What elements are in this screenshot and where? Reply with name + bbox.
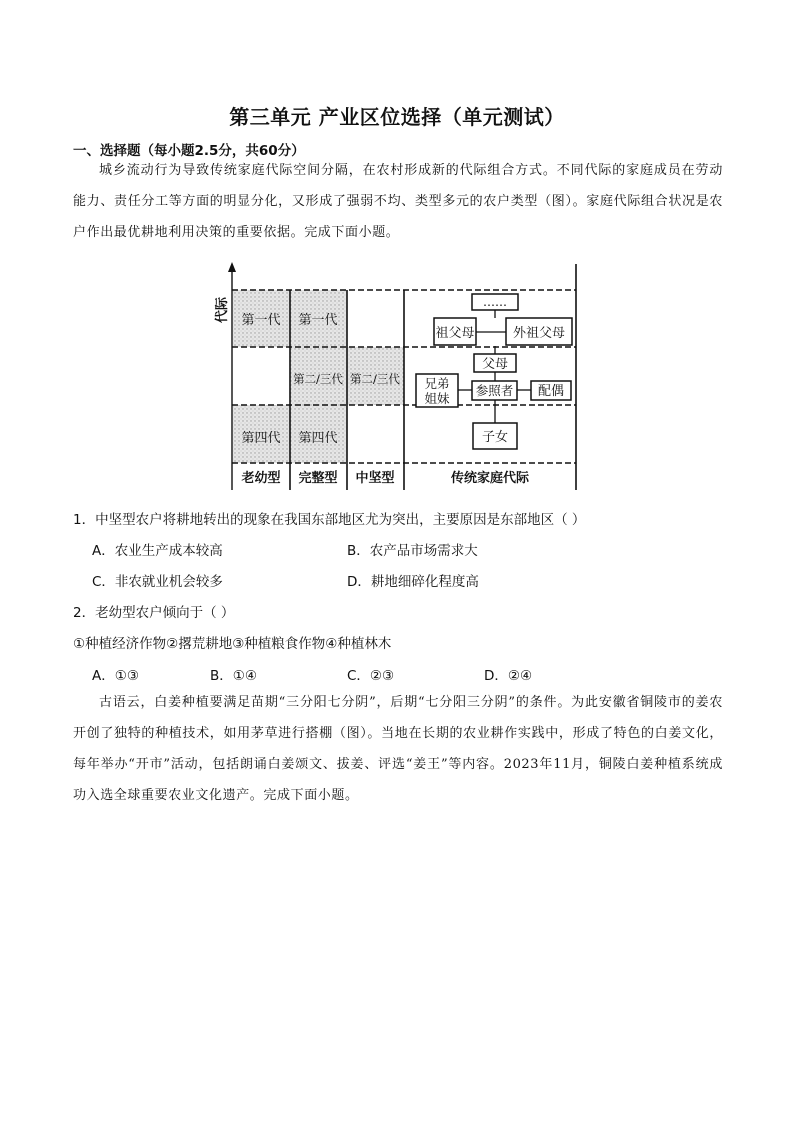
cell-r3c2: 第四代	[298, 431, 338, 446]
q2-option-a[interactable]: A．①③	[92, 668, 139, 684]
q2-option-c[interactable]: C．②③	[347, 668, 395, 684]
tree-siblings-line1: 兄弟	[424, 376, 450, 391]
column-label-complete: 完整型	[298, 471, 338, 486]
cell-r3c1: 第四代	[241, 431, 281, 446]
household-type-diagram	[210, 260, 590, 496]
tree-siblings-line2: 姐妹	[424, 391, 450, 406]
page-title: 第三单元 产业区位选择（单元测试）	[229, 105, 565, 129]
tree-spouse: 配偶	[537, 384, 565, 399]
tree-reference: 参照者	[475, 383, 514, 398]
column-label-old-young: 老幼型	[241, 471, 281, 486]
column-label-backbone: 中坚型	[355, 471, 395, 486]
q2-option-d[interactable]: D．②④	[484, 668, 533, 684]
tree-children: 子女	[481, 430, 509, 445]
cell-r1c1: 第一代	[241, 313, 281, 328]
q1-option-b[interactable]: B．农产品市场需求大	[347, 543, 478, 559]
tree-ellipsis: ……	[483, 295, 507, 309]
question-2-items: ①种植经济作物②撂荒耕地③种植粮食作物④种植林木	[73, 636, 392, 652]
q1-option-a[interactable]: A．农业生产成本较高	[92, 543, 223, 559]
q2-option-b[interactable]: B．①④	[210, 668, 257, 684]
section-heading: 一、选择题（每小题2.5分，共60分）	[73, 143, 305, 159]
passage-1: 城乡流动行为导致传统家庭代际空间分隔，在农村形成新的代际组合方式。不同代际的家庭成员在劳动能力、责任分工等方面的明显分化，又形成了强弱不均、类型多元的农户类型（图）。家庭代际组合状况是农户作出最优耕地利用决策的重要依据。完成下面小题。	[73, 163, 723, 240]
column-label-traditional: 传统家庭代际	[450, 471, 530, 486]
cell-r1c2: 第一代	[298, 313, 338, 328]
y-axis-label: 代际	[215, 296, 230, 324]
tree-parents: 父母	[481, 357, 509, 372]
question-2-stem: 2．老幼型农户倾向于（ ）	[73, 605, 235, 621]
tree-maternal-grandparents: 外祖父母	[512, 326, 566, 341]
cell-r2c3: 第二/三代	[350, 372, 400, 386]
tree-grandparents: 祖父母	[435, 326, 475, 341]
cell-r2c2: 第二/三代	[293, 372, 343, 386]
question-1-stem: 1．中坚型农户将耕地转出的现象在我国东部地区尤为突出，主要原因是东部地区（ ）	[73, 512, 586, 528]
q1-option-d[interactable]: D．耕地细碎化程度高	[347, 574, 479, 590]
passage-2: 古语云，白姜种植要满足苗期“三分阳七分阴”，后期“七分阳三分阴”的条件。为此安徽省铜陵市的姜农开创了独特的种植技术，如用茅草进行搭棚（图）。当地在长期的农业耕作实践中，形成了特色的白姜文化，每年举办“开市”活动，包括朗诵白姜颂文、拔姜、评选“姜王”等内容。2023年11月，铜陵白姜种植系统成功入选全球重要农业文化遗产。完成下面小题。	[73, 695, 723, 803]
y-axis-arrow	[228, 262, 236, 272]
q1-option-c[interactable]: C．非农就业机会较多	[92, 574, 223, 590]
